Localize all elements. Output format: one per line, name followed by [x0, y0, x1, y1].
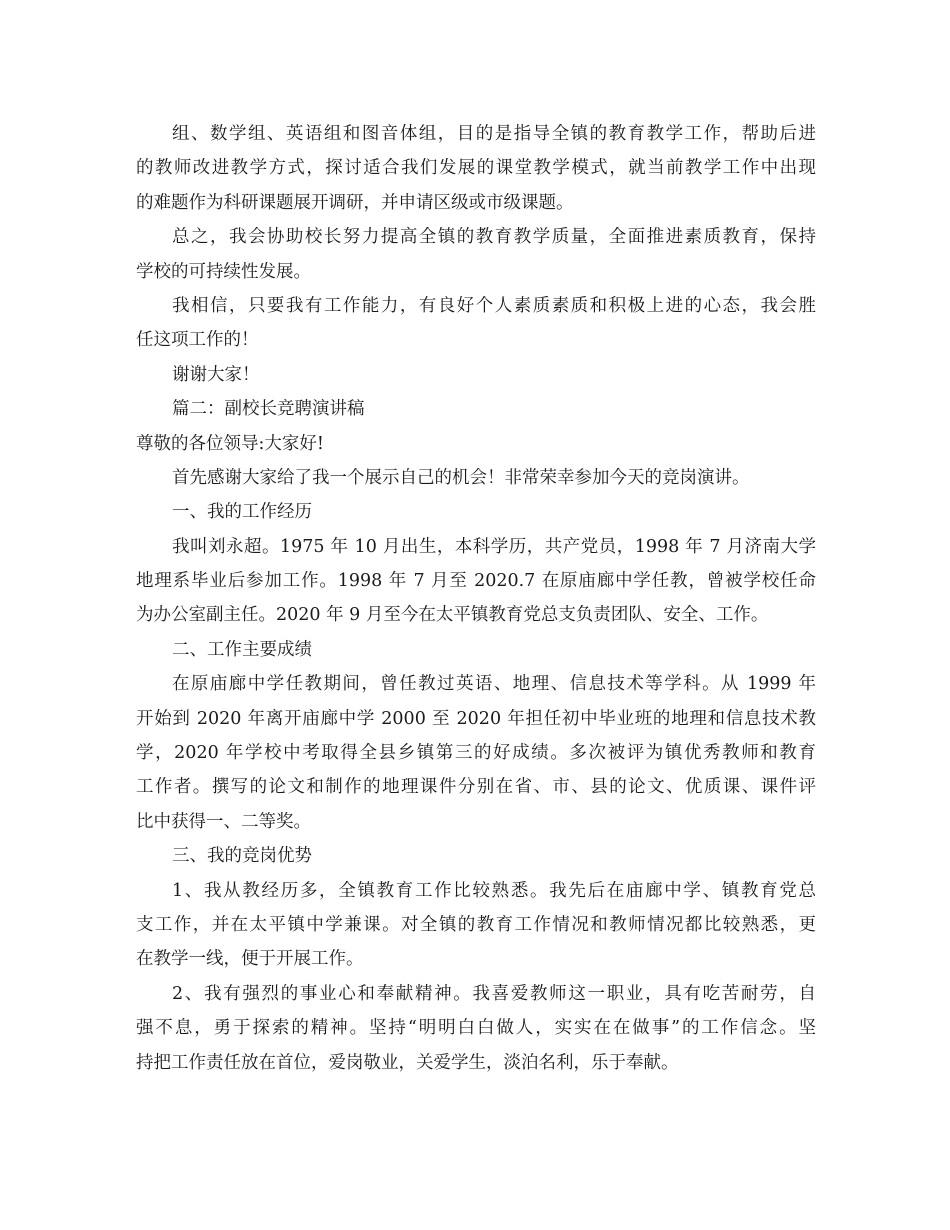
paragraph-line: 持把工作责任放在首位，爱岗敬业，关爱学生，淡泊名利，乐于奉献。 — [136, 1052, 679, 1073]
section-title: 篇二：副校长竞聘演讲稿 — [172, 399, 365, 420]
document-body — [136, 117, 816, 1080]
paragraph-line: 学，2020 年学校中考取得全县乡镇第三的好成绩。多次被评为镇优秀教师和教育 — [136, 743, 816, 764]
paragraph-line: 的难题作为科研课题展开调研，并申请区级或市级课题。 — [136, 192, 574, 213]
section-heading: 二、工作主要成绩 — [172, 639, 312, 660]
paragraph-line: 我叫刘永超。1975 年 10 月出生，本科学历，共产党员，1998 年 7 月济南大学 — [172, 536, 816, 557]
paragraph-line: 工作者。撰写的论文和制作的地理课件分别在省、市、县的论文、优质课、课件评 — [136, 777, 816, 798]
paragraph-line: 比中获得一、二等奖。 — [136, 811, 311, 832]
paragraph-line: 开始到 2020 年离开庙廊中学 2000 至 2020 年担任初中毕业班的地理和信息技术教 — [136, 708, 816, 729]
section-heading: 三、我的竞岗优势 — [172, 846, 312, 867]
paragraph-line: 为办公室副主任。2020 年 9 月至今在太平镇教育党总支负责团队、安全、工作。 — [136, 605, 769, 626]
paragraph-line: 1、我从教经历多，全镇教育工作比较熟悉。我先后在庙廊中学、镇教育党总 — [172, 880, 816, 901]
section-heading: 一、我的工作经历 — [172, 502, 312, 523]
paragraph-line: 地理系毕业后参加工作。1998 年 7 月至 2020.7 在原庙廊中学任教，曾被学校任命 — [136, 571, 816, 592]
paragraph-line: 组、数学组、英语组和图音体组，目的是指导全镇的教育教学工作，帮助后进 — [172, 124, 816, 144]
salutation: 尊敬的各位领导:大家好! — [136, 433, 324, 454]
paragraph-line: 首先感谢大家给了我一个展示自己的机会！非常荣幸参加今天的竞岗演讲。 — [172, 467, 750, 488]
paragraph-line: 学校的可持续性发展。 — [136, 261, 311, 282]
paragraph-line: 任这项工作的！ — [136, 330, 259, 351]
paragraph-line: 支工作，并在太平镇中学兼课。对全镇的教育工作情况和教师情况都比较熟悉，更 — [136, 914, 816, 935]
paragraph-line: 2、我有强烈的事业心和奉献精神。我喜爱教师这一职业，具有吃苦耐劳，自 — [172, 983, 816, 1004]
paragraph-line: 的教师改进教学方式，探讨适合我们发展的课堂教学模式，就当前教学工作中出现 — [136, 158, 816, 179]
paragraph-line: 我相信，只要我有工作能力，有良好个人素质素质和积极上进的心态，我会胜 — [172, 295, 816, 316]
paragraph-line: 强不息，勇于探索的精神。坚持“明明白白做人，实实在在做事”的工作信念。坚 — [136, 1018, 816, 1039]
paragraph-line: 在原庙廊中学任教期间，曾任教过英语、地理、信息技术等学科。从 1999 年 — [172, 674, 816, 695]
paragraph-line: 在教学一线，便于开展工作。 — [136, 949, 364, 970]
closing-line: 谢谢大家！ — [172, 364, 260, 385]
paragraph-line: 总之，我会协助校长努力提高全镇的教育教学质量，全面推进素质教育，保持 — [172, 227, 816, 248]
